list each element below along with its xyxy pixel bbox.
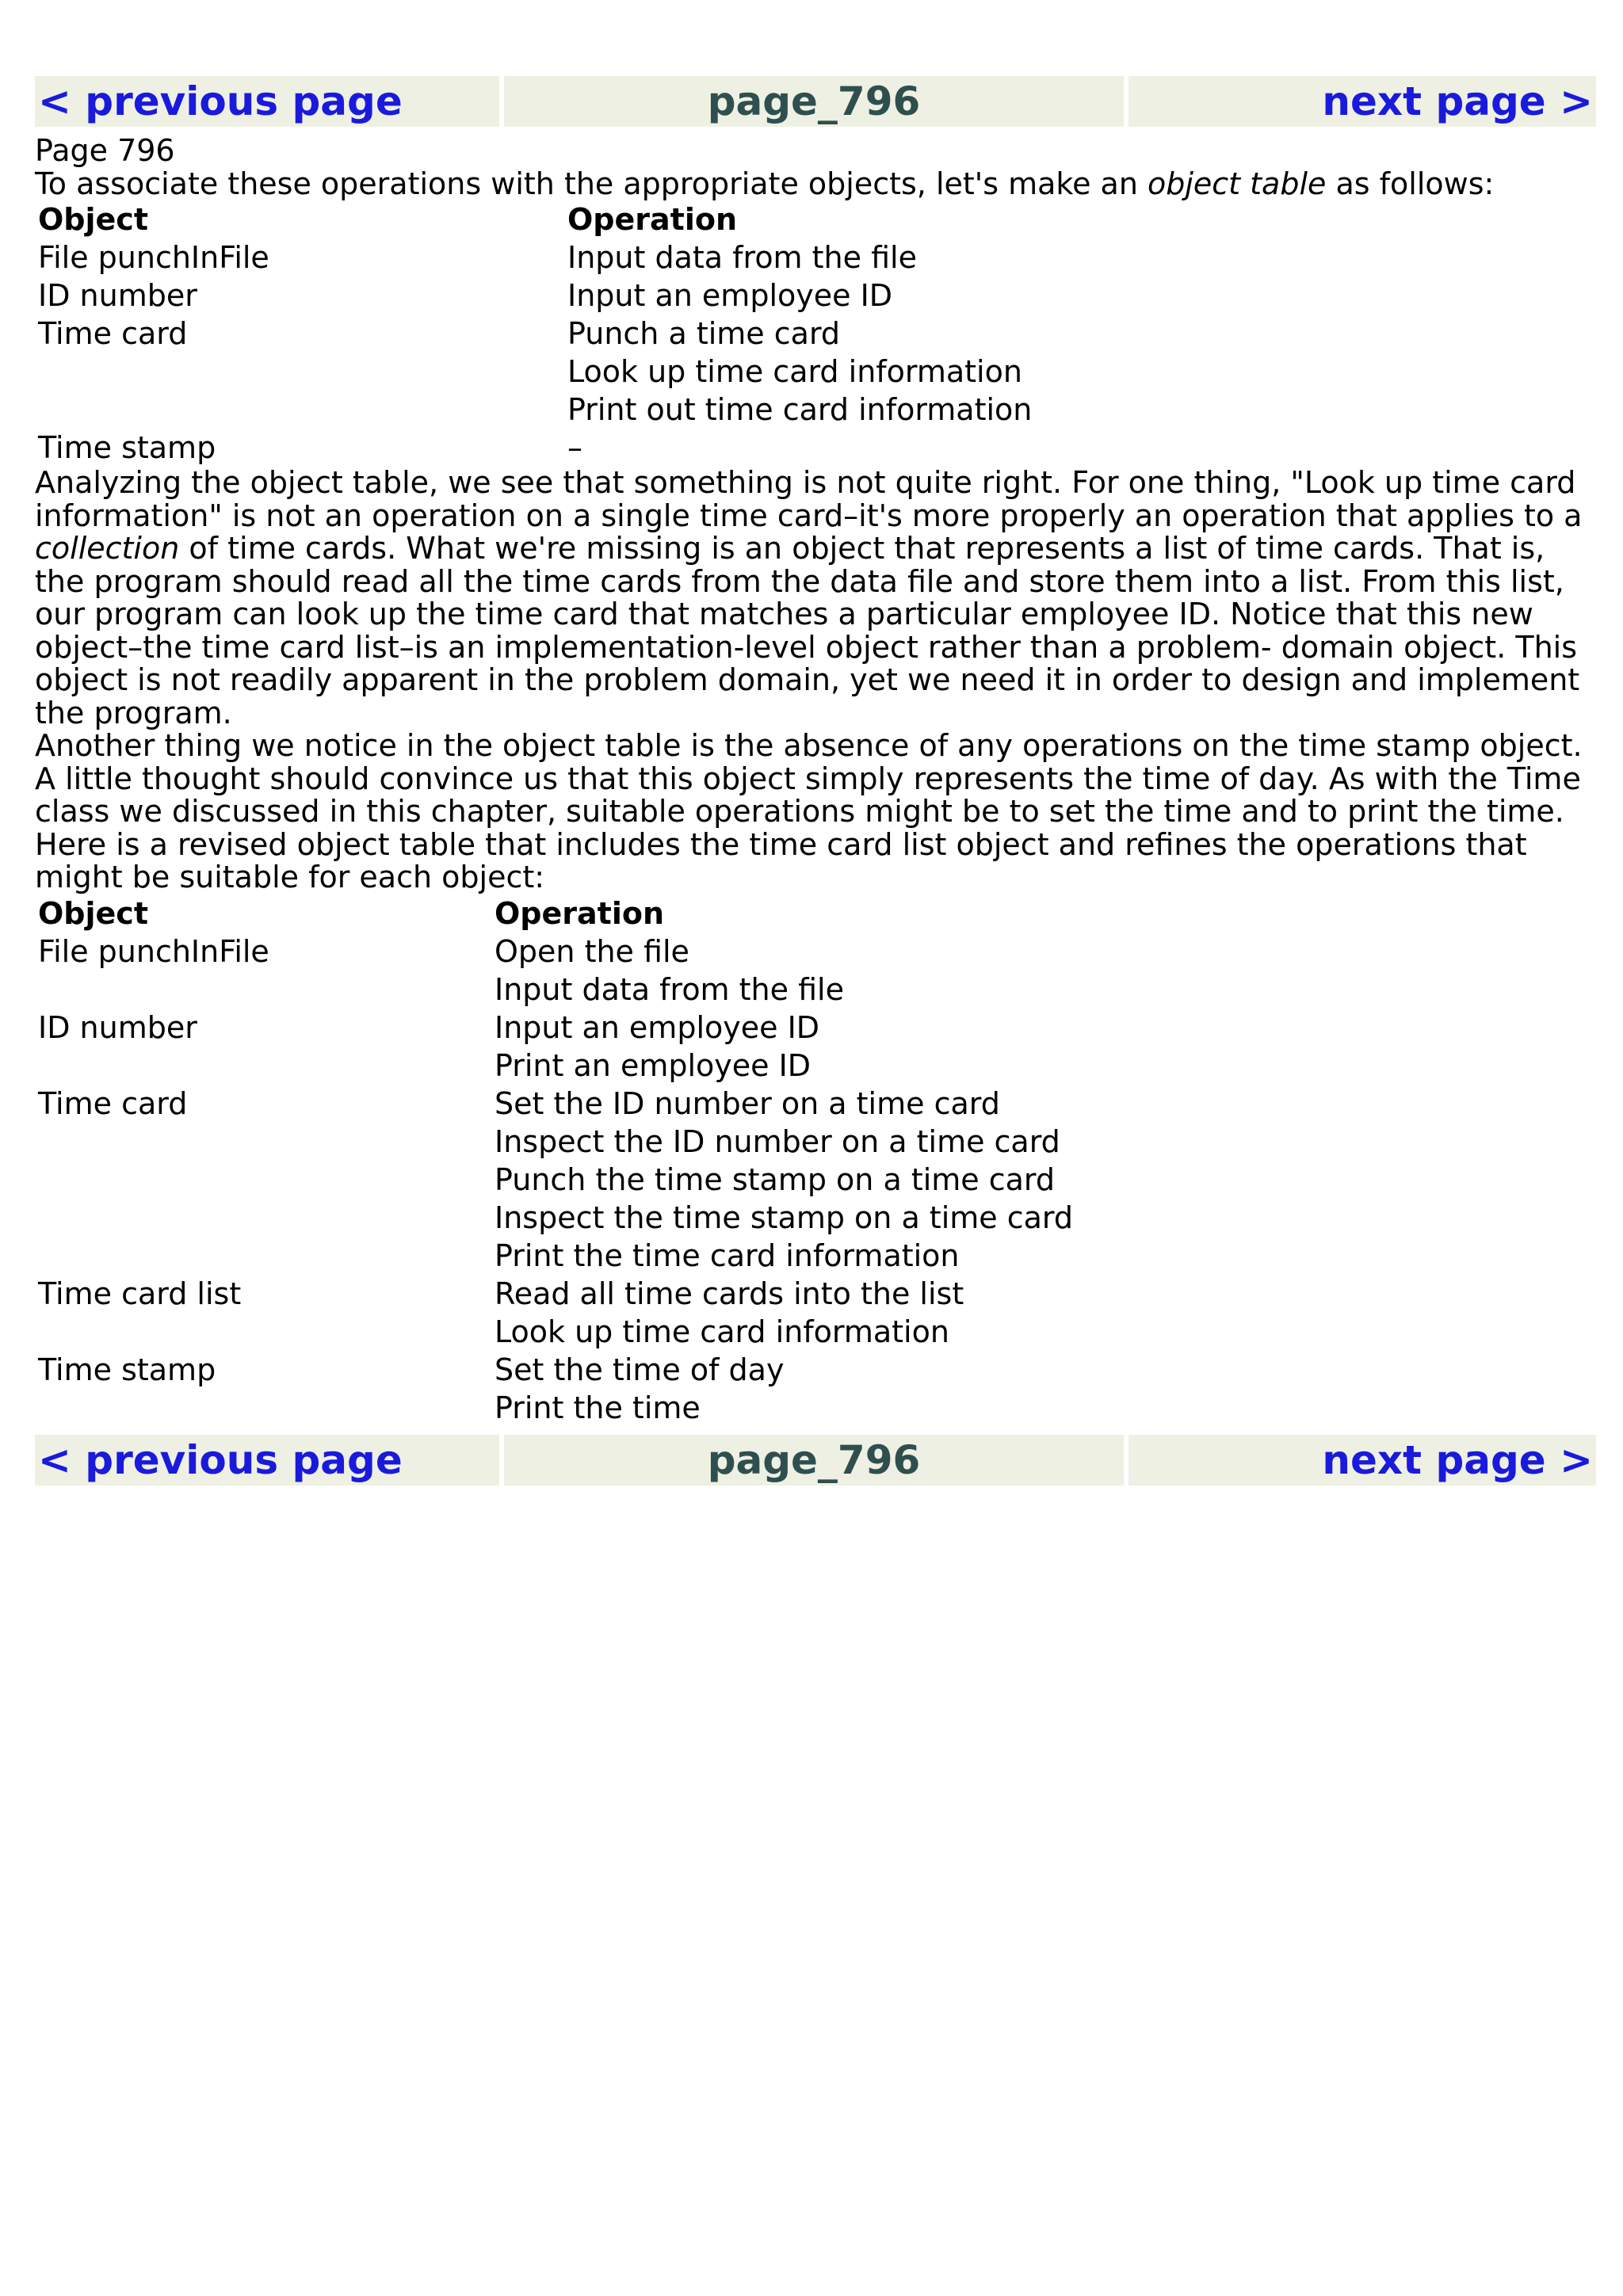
operation-cell: Look up time card information: [495, 1314, 949, 1349]
object-cell: [38, 1161, 495, 1199]
analysis-text-part2: of time cards. What we're missing is an object that represents a list of time cards. That is, the program should read all the time cards from the data file and store them into a list. From this list, our program can look up the time card that matches a particular employee ID. Notice that this new object–the time card list–is an implementation-level object rather than a problem- domain object. This object is not readily apparent in the problem domain, yet we need it in order to design and implement the program.: [35, 531, 1580, 730]
table-row: [38, 391, 1032, 429]
table-row: [38, 1009, 1073, 1047]
operation-cell: Print the time card information: [495, 1238, 960, 1273]
object-cell: [38, 1237, 495, 1275]
object-cell: ID number: [38, 278, 197, 313]
object-cell: [38, 1199, 495, 1237]
object-cell: Time card list: [38, 1276, 242, 1311]
analysis-emphasis: collection: [35, 531, 180, 566]
table-row: [38, 1389, 1073, 1427]
operation-cell: Print out time card information: [567, 392, 1033, 427]
intro-emphasis: object table: [1147, 166, 1327, 201]
next-page-link[interactable]: next page >: [1322, 1436, 1593, 1483]
object-cell: File punchInFile: [38, 933, 269, 969]
table-row: [38, 1161, 1073, 1199]
object-cell: [38, 1047, 495, 1085]
operation-cell: Punch a time card: [567, 316, 841, 351]
top-navigation-bar: [35, 76, 1596, 127]
analysis-paragraph: [35, 467, 1596, 730]
table-row: [38, 1199, 1073, 1237]
next-page-link[interactable]: next page >: [1322, 78, 1593, 124]
table-row: [38, 277, 1032, 315]
operation-cell: Input an employee ID: [567, 278, 893, 313]
analysis-text-part1: Analyzing the object table, we see that something is not quite right. For one thing, "Look up time card information" is not an operation on a single time card–it's more properly an operation that applies to a: [35, 465, 1583, 533]
table-row: [38, 238, 1032, 277]
operation-cell: Set the ID number on a time card: [495, 1085, 1000, 1121]
table-row: [38, 315, 1032, 353]
operation-column-header: Operation: [567, 202, 738, 237]
operation-cell: Input data from the file: [495, 971, 844, 1007]
page-id-label: page_796: [504, 76, 1124, 127]
object-cell: [38, 391, 567, 429]
time-stamp-paragraph: Another thing we notice in the object table is the absence of any operations on the time stamp object. A little thought should convince us that this object simply represents the time of day. As with the Time class we discussed in this chapter, suitable operations might be to set the time and to print the time.: [35, 728, 1583, 829]
object-cell: Time stamp: [38, 430, 216, 465]
operation-cell: Print the time: [495, 1390, 701, 1425]
table-row: [38, 1085, 1073, 1123]
previous-page-link[interactable]: < previous page: [38, 78, 403, 124]
object-cell: [38, 1389, 495, 1427]
revised-object-table: [38, 894, 1073, 1427]
intro-text-before: To associate these operations with the appropriate objects, let's make an: [35, 166, 1148, 201]
operation-cell: Print an employee ID: [495, 1047, 812, 1083]
operation-cell: Inspect the time stamp on a time card: [495, 1199, 1073, 1235]
object-cell: [38, 1313, 495, 1351]
page-id-label: page_796: [504, 1435, 1124, 1486]
next-page-cell: [1128, 1435, 1596, 1486]
object-cell: [38, 1123, 495, 1161]
table-header-row: [38, 894, 1073, 933]
operation-cell: Read all time cards into the list: [495, 1276, 964, 1311]
table-row: [38, 1237, 1073, 1275]
table-row: [38, 1313, 1073, 1351]
table-row: [38, 1351, 1073, 1389]
object-column-header: Object: [38, 895, 148, 931]
operation-column-header: Operation: [495, 895, 665, 931]
object-cell: Time stamp: [38, 1352, 216, 1387]
previous-page-cell: [35, 1435, 499, 1486]
next-page-cell: [1128, 76, 1596, 127]
table-row: [38, 1047, 1073, 1085]
page-number-label: Page 796: [35, 133, 175, 168]
object-cell: Time card: [38, 1085, 188, 1121]
object-column-header: Object: [38, 202, 148, 237]
object-cell: [38, 353, 567, 391]
operation-cell: Set the time of day: [495, 1352, 785, 1387]
object-cell: [38, 971, 495, 1009]
table-row: [38, 933, 1073, 971]
table-header-row: [38, 200, 1032, 238]
operation-cell: Inspect the ID number on a time card: [495, 1123, 1060, 1159]
revised-table-intro: Here is a revised object table that includes the time card list object and refines the operations that might be suitable for each object:: [35, 826, 1527, 894]
object-table: [38, 200, 1032, 467]
table-row: [38, 1123, 1073, 1161]
object-cell: File punchInFile: [38, 240, 269, 275]
operation-cell: –: [567, 430, 582, 465]
operation-cell: Input data from the file: [567, 240, 917, 275]
operation-cell: Input an employee ID: [495, 1009, 820, 1045]
intro-text-after: as follows:: [1326, 166, 1495, 201]
bottom-navigation-bar: [35, 1435, 1596, 1486]
previous-page-link[interactable]: < previous page: [38, 1436, 403, 1483]
operation-cell: Punch the time stamp on a time card: [495, 1161, 1056, 1197]
table-row: [38, 1275, 1073, 1313]
operation-cell: Look up time card information: [567, 354, 1022, 389]
object-cell: ID number: [38, 1009, 197, 1045]
operation-cell: Open the file: [495, 933, 689, 969]
object-cell: Time card: [38, 316, 188, 351]
document-page: [35, 76, 1596, 1486]
table-row: [38, 353, 1032, 391]
table-row: [38, 971, 1073, 1009]
table-row: [38, 429, 1032, 467]
previous-page-cell: [35, 76, 499, 127]
intro-paragraph: [35, 168, 1596, 201]
